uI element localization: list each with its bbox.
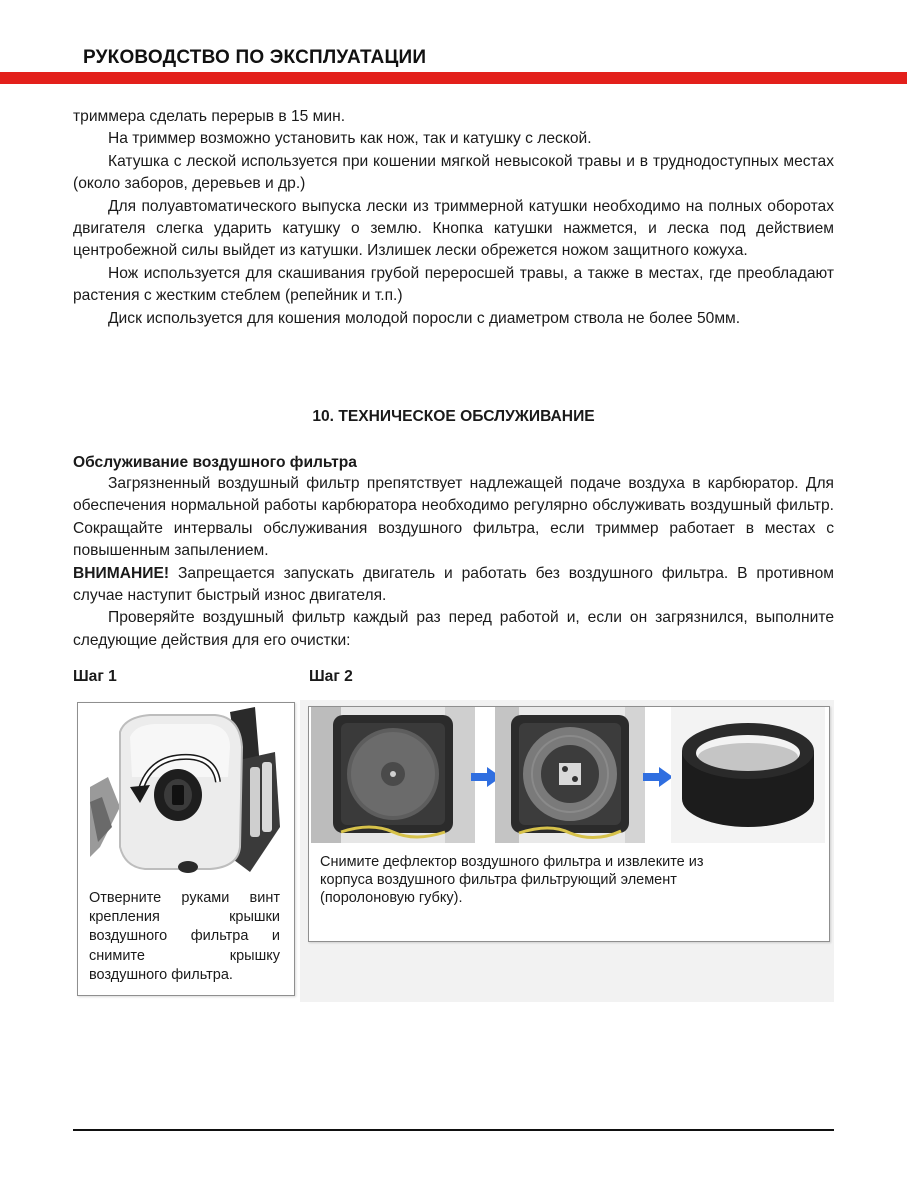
warning-text: Запрещается запускать двигатель и работать без воздушного фильтра. В противном случае наступит быстрый износ двигателя. bbox=[73, 564, 834, 605]
filter-housing-photo bbox=[495, 707, 645, 843]
intro-paragraph: триммера сделать перерыв в 15 мин. bbox=[73, 108, 346, 125]
section-paragraph: Загрязненный воздушный фильтр препятствует надлежащей подаче воздуха в карбюратор. Для обеспечения нормальной работы карбюратора необходимо регулярно обслуживать воздушный фильтр. Сокращайте интервалы обслуживания воздушного фильтра, если триммер работает в местах с повышенным запылением. bbox=[73, 475, 834, 560]
intro-paragraph: Катушка с леской используется при кошении мягкой невысокой травы и в труднодоступных местах (около заборов, деревьев и др.) bbox=[73, 152, 834, 193]
caption-line: корпуса воздушного фильтра фильтрующий элемент bbox=[320, 872, 677, 888]
foam-element-photo bbox=[671, 707, 825, 843]
step-2-caption bbox=[320, 853, 800, 907]
intro-paragraph: Диск используется для кошения молодой поросли с диаметром ствола не более 50мм. bbox=[108, 309, 741, 327]
section-title: 10. ТЕХНИЧЕСКОЕ ОБСЛУЖИВАНИЕ bbox=[312, 408, 595, 425]
caption-line: воздушного фильтра и bbox=[89, 928, 280, 945]
caption-line: Отверните руками винт bbox=[89, 890, 280, 906]
arrow-right-icon bbox=[643, 767, 673, 787]
caption-line: Снимите дефлектор воздушного фильтра и извлеките из bbox=[320, 854, 704, 870]
intro-paragraph: Нож используется для скашивания грубой переросшей травы, а также в местах, где преобладают растения с жестким стеблем (репейник и т.п.) bbox=[73, 264, 834, 305]
warning-paragraph bbox=[73, 563, 834, 608]
section-paragraph: Проверяйте воздушный фильтр каждый раз перед работой и, если он загрязнился, выполните следующие действия для его очистки: bbox=[73, 609, 834, 649]
caption-line: снимите крышку bbox=[89, 947, 280, 964]
deflector-photo bbox=[311, 707, 475, 843]
footer-rule bbox=[73, 1129, 834, 1131]
section-text bbox=[73, 473, 834, 652]
warning-label: ВНИМАНИЕ! bbox=[73, 564, 170, 582]
page-header-title: РУКОВОДСТВО ПО ЭКСПЛУАТАЦИИ bbox=[83, 47, 427, 68]
section-subheading: Обслуживание воздушного фильтра bbox=[73, 454, 357, 471]
intro-text bbox=[73, 106, 834, 330]
step-1-figure bbox=[77, 702, 295, 996]
cover-removal-photo bbox=[90, 707, 280, 877]
intro-paragraph: На триммер возможно установить как нож, так и катушку с леской. bbox=[108, 130, 592, 148]
caption-line: крепления крышки bbox=[89, 909, 280, 926]
intro-paragraph: Для полуавтоматического выпуска лески из триммерной катушки необходимо на полных оборотах двигателя слегка ударить катушку о землю. Кнопка катушки нажмется, и леска под действием центробежной силы выйдет из катушки. Излишек лески обрежется ножом защитного кожуха. bbox=[73, 197, 834, 260]
step-2-figure bbox=[308, 706, 830, 942]
caption-line: воздушного фильтра. bbox=[89, 966, 233, 983]
header-accent-bar bbox=[0, 72, 907, 84]
step-1-label: Шаг 1 bbox=[73, 668, 117, 685]
step-2-label: Шаг 2 bbox=[309, 668, 353, 685]
caption-line: (поролоновую губку). bbox=[320, 890, 463, 906]
step-1-caption bbox=[89, 889, 280, 985]
